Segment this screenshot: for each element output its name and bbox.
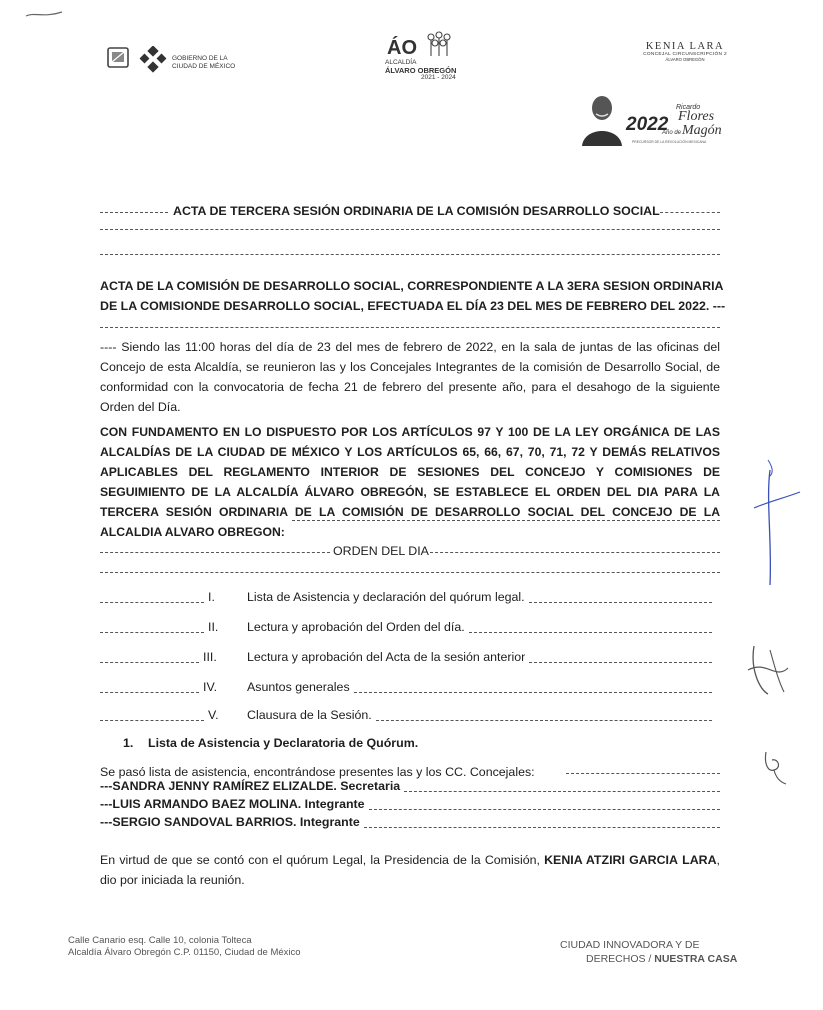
portrait-icon bbox=[580, 92, 624, 146]
attendance-intro: Se pasó lista de asistencia, encontrándose presentes las y los CC. Concejales: bbox=[100, 765, 535, 779]
alcaldia-years: 2021 - 2024 bbox=[421, 74, 456, 81]
address-line2: Alcaldía Álvaro Obregón C.P. 01150, Ciudad de México bbox=[68, 947, 301, 958]
badge-year: 2022 bbox=[626, 114, 669, 135]
agenda-trailing-dash bbox=[529, 662, 712, 663]
attendee-name: ---LUIS ARMANDO BAEZ MOLINA. Integrante bbox=[100, 797, 365, 811]
orden-label: ORDEN DEL DIA bbox=[333, 544, 429, 558]
separator-line bbox=[100, 254, 720, 255]
badge-caption: PRECURSOR DE LA REVOLUCIÓN MEXICANA bbox=[632, 140, 707, 144]
separator-line bbox=[100, 327, 720, 328]
slogan-line2-b: NUESTRA CASA bbox=[654, 953, 738, 965]
attendee-row bbox=[100, 779, 720, 797]
slogan-line2-a: DERECHOS / bbox=[586, 953, 655, 965]
closing-name-a: KENIA ATZIRI GARCIA bbox=[544, 853, 678, 867]
agenda-item bbox=[100, 708, 720, 726]
slogan-line2 bbox=[560, 952, 737, 966]
closing-name-b: LARA bbox=[682, 853, 717, 867]
agenda-item bbox=[100, 620, 720, 638]
intro-paragraph: ---- Siendo las 11:00 horas del día de 23 del mes de febrero de 2022, en la sala de juntas de las oficinas del Concejo de esta Alcaldía, se reunieron las y los Concejales Integrantes de la comisión de Desarrollo Social, de conformidad con la convocatoria de fecha 21 de febrero del presente año, para el desahogo de la siguiente Orden del Día. bbox=[100, 340, 720, 414]
signature-mark-3 bbox=[758, 748, 794, 788]
alcaldia-logo-icon bbox=[385, 30, 461, 58]
councilor-sub: ÁLVARO OBREGÓN bbox=[665, 57, 705, 62]
svg-text:ÁO: ÁO bbox=[387, 37, 417, 58]
closing-pre: En virtud de que se contó con el quórum Legal, la Presidencia de la Comisión, bbox=[100, 853, 540, 867]
signature-mark-1 bbox=[748, 440, 808, 590]
agenda-leader-dash bbox=[100, 632, 204, 633]
slogan-line1: CIUDAD INNOVADORA Y DE bbox=[560, 939, 700, 951]
attendee-trailing-dash bbox=[364, 827, 720, 828]
agenda-text: Clausura de la Sesión. bbox=[247, 708, 372, 722]
gov-label-line2: CIUDAD DE MÉXICO bbox=[172, 63, 236, 70]
separator-line bbox=[100, 572, 720, 573]
legal-paragraph-text: CON FUNDAMENTO EN LO DISPUESTO POR LOS ARTÍCULOS 97 Y 100 DE LA LEY ORGÁNICA DE LAS ALCALDÍAS DE LA CIUDAD DE MÉXICO Y LOS ARTÍCULOS 65, 66, 67, 70, 71, 72 Y DEMÁS RELATIVOS APLICABLES DEL REGLAMENTO INTERIOR DE SESIONES DEL CONCEJO Y COMISIONES DE SEGUIMIENTO DE LA ALCALDÍA ÁLVARO OBREGÓN, SE ESTABLECE EL ORDEN DEL DIA PARA LA TERCERA SESIÓN ORDINARIA DE LA COMISIÓN DE DESARROLLO SOCIAL DEL CONCEJO DE LA ALCALDIA ALVARO OBREGON: bbox=[100, 425, 720, 539]
legal-paragraph bbox=[100, 422, 720, 542]
gov-label bbox=[172, 55, 235, 71]
closing-post: , dio por iniciada la reunión. bbox=[100, 853, 720, 887]
agenda-text: Lectura y aprobación del Acta de la sesión anterior bbox=[247, 650, 526, 664]
document-heading-line2: DE LA COMISIONDE DESARROLLO SOCIAL, EFECTUADA EL DÍA 23 DEL MES DE FEBRERO DEL 2022. --- bbox=[100, 299, 726, 313]
closing-paragraph bbox=[100, 850, 720, 890]
attendee-row bbox=[100, 797, 720, 815]
agenda-text: Lista de Asistencia y declaración del quórum legal. bbox=[247, 590, 525, 604]
badge-magon: Magón bbox=[682, 123, 722, 138]
alcaldia-small: ALCALDÍA bbox=[385, 59, 417, 66]
agenda-leader-dash bbox=[100, 662, 199, 663]
badge-ricardo: Ricardo bbox=[676, 104, 701, 111]
attendee-trailing-dash bbox=[404, 791, 720, 792]
section1-title: Lista de Asistencia y Declaratoria de Quórum. bbox=[148, 736, 419, 750]
attendance-dash bbox=[566, 773, 720, 774]
gobierno-cdmx-logo-icon bbox=[138, 46, 168, 74]
document-heading-line1: ACTA DE LA COMISIÓN DE DESARROLLO SOCIAL, CORRESPONDIENTE A LA 3ERA SESION ORDINARIA bbox=[100, 279, 724, 293]
agenda-trailing-dash bbox=[354, 692, 712, 693]
title-dash-left bbox=[100, 212, 168, 213]
agenda-leader-dash bbox=[100, 602, 204, 603]
attendee-name: ---SERGIO SANDOVAL BARRIOS. Integrante bbox=[100, 815, 360, 829]
section1-number: 1. bbox=[123, 736, 134, 750]
separator-line bbox=[100, 229, 720, 230]
alcaldia-label bbox=[385, 59, 465, 82]
agenda-item bbox=[100, 680, 720, 698]
agenda-item bbox=[100, 650, 720, 668]
corner-scribble bbox=[24, 8, 64, 20]
agenda-numeral: V. bbox=[208, 708, 219, 722]
document-title: ACTA DE TERCERA SESIÓN ORDINARIA DE LA COMISIÓN DESARROLLO SOCIAL bbox=[173, 204, 660, 218]
agenda-trailing-dash bbox=[529, 602, 712, 603]
cdmx-shield-icon bbox=[106, 46, 130, 70]
agenda-numeral: IV. bbox=[203, 680, 218, 694]
agenda-numeral: II. bbox=[208, 620, 219, 634]
attendee-trailing-dash bbox=[369, 809, 720, 810]
agenda-trailing-dash bbox=[376, 720, 712, 721]
agenda-text: Asuntos generales bbox=[247, 680, 350, 694]
agenda-leader-dash bbox=[100, 720, 204, 721]
alcaldia-name: ÁLVARO OBREGÓN bbox=[385, 65, 457, 75]
councilor-block bbox=[630, 41, 740, 62]
agenda-numeral: I. bbox=[208, 590, 215, 604]
attendee-name: ---SANDRA JENNY RAMÍREZ ELIZALDE. Secretaria bbox=[100, 779, 401, 793]
legal-trailing-dash bbox=[292, 520, 720, 521]
orden-dash-right bbox=[430, 552, 720, 553]
address-line1: Calle Canario esq. Calle 10, colonia Tolteca bbox=[68, 935, 252, 946]
agenda-trailing-dash bbox=[469, 632, 712, 633]
badge-flores: Flores bbox=[678, 109, 715, 124]
attendee-row bbox=[100, 815, 720, 833]
orden-dash-left bbox=[100, 552, 330, 553]
footer-address bbox=[68, 935, 301, 959]
title-dash-right bbox=[660, 212, 720, 213]
signature-mark-2 bbox=[740, 640, 800, 700]
agenda-text: Lectura y aprobación del Orden del día. bbox=[247, 620, 465, 634]
councilor-title: CONCEJAL CIRCUNSCRIPCIÓN 2 bbox=[643, 52, 727, 57]
agenda-numeral: III. bbox=[203, 650, 217, 664]
agenda-item bbox=[100, 590, 720, 608]
footer-slogan bbox=[560, 938, 737, 966]
councilor-name: KENIA LARA bbox=[645, 41, 725, 52]
agenda-leader-dash bbox=[100, 692, 199, 693]
gov-label-line1: GOBIERNO DE LA bbox=[172, 55, 228, 62]
year-badge bbox=[576, 90, 726, 152]
badge-ano-de: Año de bbox=[662, 130, 682, 136]
